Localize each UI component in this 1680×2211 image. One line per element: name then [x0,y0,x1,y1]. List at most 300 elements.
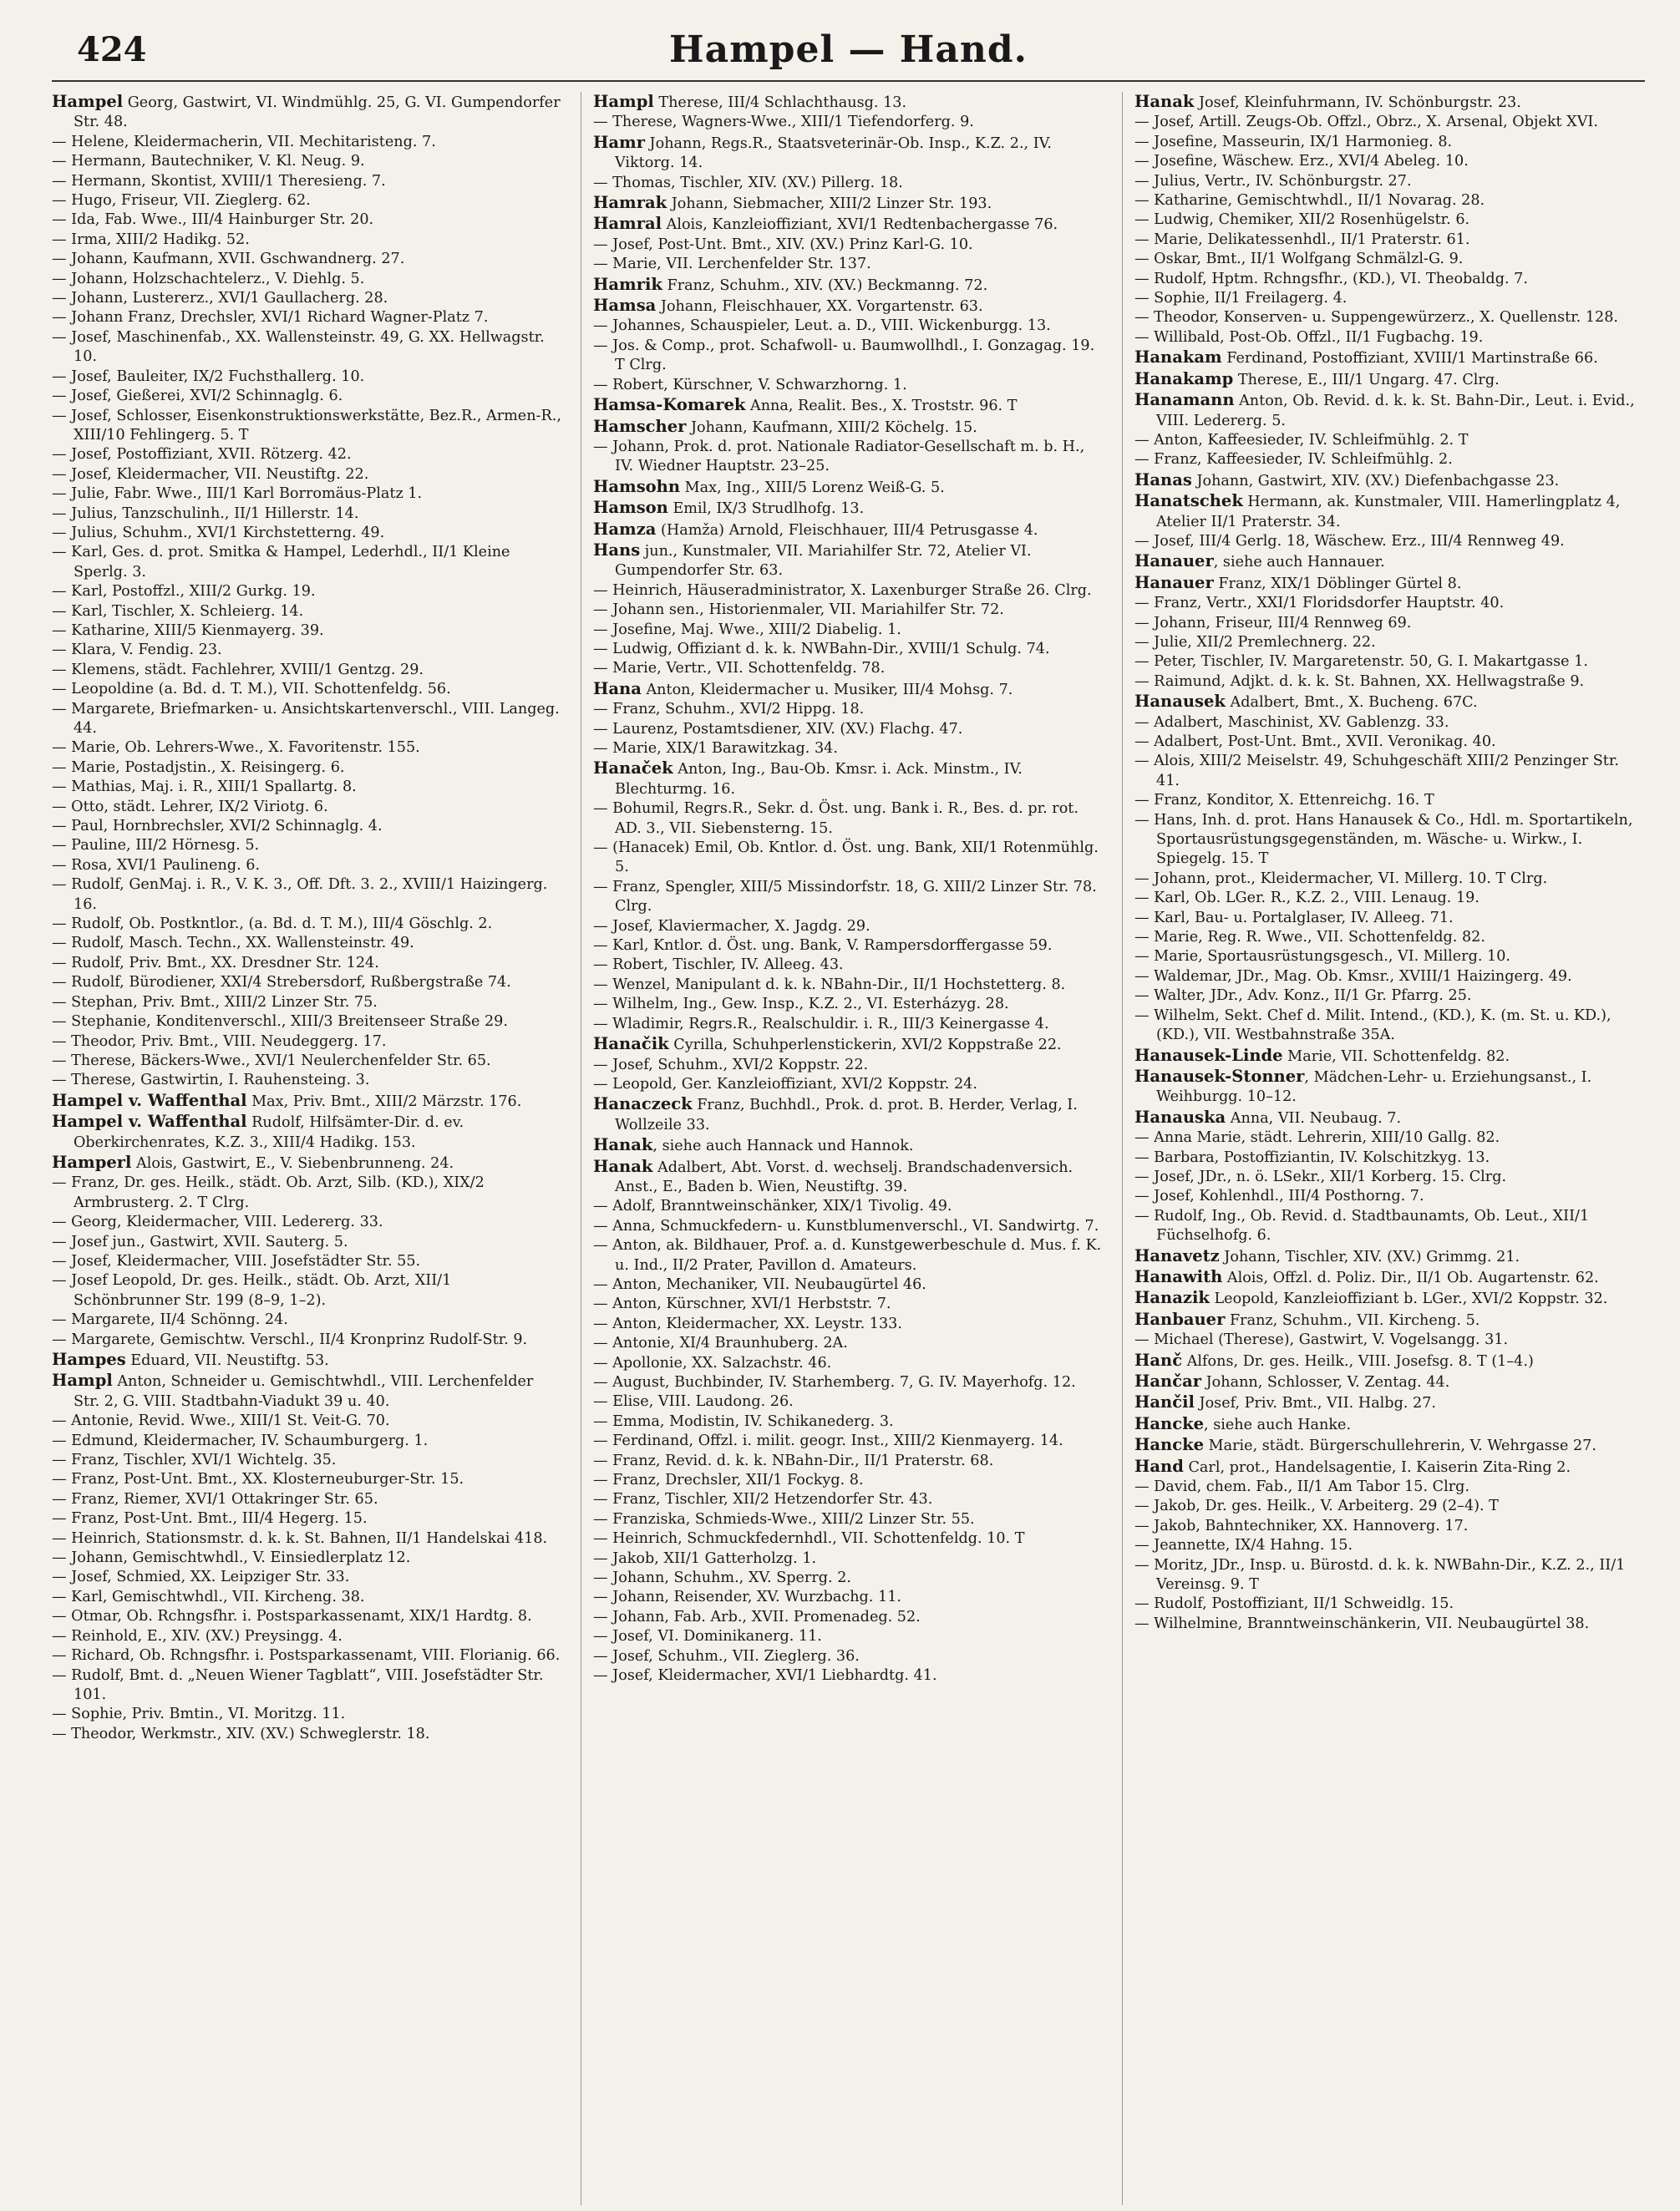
entry-text: — Elise, VIII. Laudong. 26. [593,1393,794,1411]
directory-entry [593,1157,1104,1198]
directory-entry [52,954,562,973]
entry-text: — Josef, Postoffiziant, XVII. Rötzerg. 42. [52,446,352,464]
entry-surname: Hanakam [1134,347,1222,368]
entry-text: — Franz, Schuhm., XVI/2 Hippg. 18. [593,701,865,718]
entry-text: — Karl, Gemischtwhdl., VII. Kircheng. 38. [52,1588,365,1605]
entry-text: Franz, Buchhdl., Prok. d. prot. B. Herder, Verlag, I. Wollzeile 33. [615,1097,1078,1133]
entry-text: Franz, XIX/1 Döblinger Gürtel 8. [1213,575,1462,592]
entry-text: — Robert, Tischler, IV. Alleeg. 43. [593,956,844,974]
entry-text: — Klara, V. Fendig. 23. [52,641,222,659]
entry-text: — Josef, Gießerei, XVI/2 Schinnaglg. 6. [52,388,343,405]
entry-surname: Hanawith [1134,1266,1223,1286]
entry-text: — Karl, Bau- u. Portalglaser, IV. Alleeg. 71. [1134,909,1454,926]
entry-surname: Hamperl [52,1152,132,1172]
directory-entry [1134,1288,1645,1309]
column-3 [1122,92,1645,2205]
entry-text: Johann, Gastwirt, XIV. (XV.) Diefenbachgasse 23. [1191,472,1560,489]
entry-text: — Julie, XII/2 Premlechnerg. 22. [1134,633,1376,651]
directory-entry [52,1549,562,1568]
directory-entry [593,214,1104,235]
directory-entry [1134,733,1645,752]
entry-text: Ferdinand, Postoffiziant, XVIII/1 Martinstraße 66. [1221,350,1598,368]
directory-entry [593,839,1104,878]
entry-surname: Hanausek-Stonner [1134,1066,1305,1086]
entry-surname: Hančar [1134,1372,1202,1391]
entry-surname: Hanč [1134,1350,1183,1370]
entry-surname: Hanausek [1134,692,1226,712]
directory-entry [1134,210,1645,230]
entry-surname: Hanbauer [1134,1309,1226,1329]
entry-text: — Karl, Tischler, X. Schleierg. 14. [52,602,304,620]
entry-text: — Rudolf, Priv. Bmt., XX. Dresdner Str. 124. [52,954,379,971]
entry-text: — Johann, Friseur, III/4 Rennweg 69. [1134,614,1412,631]
directory-entry [1134,308,1645,327]
directory-entry [52,1012,562,1032]
directory-entry [1134,1246,1645,1267]
directory-entry [52,798,562,817]
entry-text: , siehe auch Hannack und Hannok. [652,1138,914,1155]
entry-text: — Adalbert, Post-Unt. Bmt., XVII. Veronikag. 40. [1134,733,1496,750]
directory-entry [52,465,562,484]
directory-entry [1134,967,1645,986]
entry-text: Therese, E., III/1 Ungarg. 47. Clrg. [1233,371,1500,388]
directory-entry [593,1588,1104,1607]
entry-text: — Marie, Vertr., VII. Schottenfeldg. 78. [593,660,886,677]
entry-text: Alfons, Dr. ges. Heilk., VIII. Josefsg. 8. T (1–4.) [1182,1352,1534,1370]
entry-text: — Hans, Inh. d. prot. Hans Hanausek & Co., Hdl. m. Sportartikeln, Sportausrüstungsgegenständen, m. Wäsche- u. Wirkw., I. Spiegelg. 15. T [1134,811,1633,868]
entry-text: — Rudolf, GenMaj. i. R., V. K. 3., Off. Dft. 3. 2., XVIII/1 Haizingerg. 16. [52,876,548,913]
column-2 [581,92,1104,2205]
directory-entry [593,917,1104,936]
entry-surname: Hampl [52,1371,113,1391]
entry-text: Anna, VII. Neubaug. 7. [1226,1109,1402,1127]
directory-entry [593,193,1104,214]
entry-text: — Franz, Post-Unt. Bmt., XX. Klosterneuburger-Str. 15. [52,1471,464,1488]
entry-text: , Mädchen-Lehr- u. Erziehungsanst., I. Weihburgg. 10–12. [1156,1068,1592,1106]
entry-surname: Hanazik [1134,1288,1210,1308]
entry-text: Eduard, VII. Neustiftg. 53. [125,1352,329,1369]
entry-surname: Hanauer [1134,551,1214,571]
directory-entry [593,1354,1104,1373]
directory-entry [593,1666,1104,1686]
directory-entry [593,1373,1104,1392]
entry-text: — Otmar, Ob. Rchngsfhr. i. Postsparkassenamt, XIX/1 Hardtg. 8. [52,1608,532,1625]
entry-text: — Franz, Tischler, XVI/1 Wichtelg. 35. [52,1452,337,1469]
directory-entry [1134,1435,1645,1456]
directory-entry [52,505,562,524]
directory-entry [593,92,1104,113]
entry-surname: Hanaczeck [593,1094,693,1114]
entry-text: — Georg, Kleidermacher, VIII. Ledererg. 33. [52,1214,383,1231]
directory-entry [52,661,562,680]
directory-entry [1134,390,1645,431]
entry-text: — Leopoldine (a. Bd. d. T. M.), VII. Schottenfeldg. 56. [52,681,451,698]
entry-text: Johann, Kaufmann, XIII/2 Köchelg. 15. [686,418,977,436]
entry-text: — Anton, Kaffeesieder, IV. Schleifmühlg. 2. T [1134,431,1469,449]
entry-text: — Franz, Drechsler, XII/1 Fockyg. 8. [593,1472,864,1489]
entry-text: — Josefine, Masseurin, IX/1 Harmonieg. 8. [1134,133,1453,150]
entry-text: — Anna, Schmuckfedern- u. Kunstblumenverschl., VI. Sandwirtg. 7. [593,1217,1099,1235]
entry-text: — Marie, Ob. Lehrers-Wwe., X. Favoritenstr. 155. [52,739,420,757]
entry-text: — Apollonie, XX. Salzachstr. 46. [593,1354,832,1372]
entry-text: — Rudolf, Postoffiziant, II/1 Schweidlg. 15. [1134,1595,1454,1613]
entry-text: — Hugo, Friseur, VII. Zieglerg. 62. [52,192,311,210]
entry-surname: Hanak [1134,92,1195,111]
directory-entry [52,1032,562,1052]
directory-entry [1134,1478,1645,1497]
entry-surname: Hamrik [593,274,662,294]
entry-text: — Wilhelm, Ing., Gew. Insp., K.Z. 2., VI. Esterházyg. 28. [593,996,1009,1013]
entry-text: Marie, städt. Bürgerschullehrerin, V. Wehrgasse 27. [1204,1438,1596,1455]
entry-text: Anna, Realit. Bes., X. Troststr. 96. T [745,398,1018,415]
entry-text: — Pauline, III/2 Hörnesg. 5. [52,837,260,854]
entry-text: — Sophie, II/1 Freilagerg. 4. [1134,290,1348,307]
directory-entry [593,1471,1104,1490]
entry-text: — Ludwig, Chemiker, XII/2 Rosenhügelstr. 6. [1134,211,1470,229]
directory-entry [1134,1310,1645,1331]
entry-text: — Josef, Maschinenfab., XX. Wallensteinstr. 49, G. XX. Hellwagstr. 10. [52,328,545,366]
directory-entry [1134,450,1645,469]
directory-entry [1134,1536,1645,1555]
entry-text: (Hamža) Arnold, Fleischhauer, III/4 Petrusgasse 4. [656,521,1038,539]
directory-entry [593,236,1104,255]
directory-entry [52,270,562,289]
directory-entry [593,601,1104,620]
directory-entry [593,1334,1104,1353]
entry-surname: Hanak [593,1156,653,1176]
entry-text: — Helene, Kleidermacherin, VII. Mechitaristeng. 7. [52,133,436,150]
entry-text: — Rudolf, Masch. Techn., XX. Wallensteinstr. 49. [52,935,414,952]
entry-text: Alois, Offzl. d. Poliz. Dir., II/1 Ob. Augartenstr. 62. [1222,1269,1599,1286]
directory-entry [52,289,562,308]
entry-text: — Josef Leopold, Dr. ges. Heilk., städt. Ob. Arzt, XII/1 Schönbrunner Str. 199 (8–9, 1–2). [52,1272,452,1309]
directory-entry [593,1510,1104,1529]
directory-entry [52,445,562,464]
directory-entry [52,1568,562,1587]
entry-text: — Heinrich, Stationsmstr. d. k. k. St. Bahnen, II/1 Handelskai 418. [52,1529,548,1547]
directory-entry [52,1311,562,1330]
directory-entry [593,296,1104,317]
entry-text: — Wenzel, Manipulant d. k. k. NBahn-Dir., II/1 Hochstetterg. 8. [593,976,1066,993]
directory-entry [593,1549,1104,1569]
directory-entry [593,438,1104,477]
directory-entry [593,337,1104,376]
entry-surname: Hanavetz [1134,1245,1220,1265]
entry-text: — Irma, XIII/2 Hadikg. 52. [52,231,250,248]
directory-entry [593,1432,1104,1451]
entry-text: — Franz, Spengler, XIII/5 Missindorfstr. 18, G. XIII/2 Linzer Str. 78. Clrg. [593,878,1097,915]
directory-entry [1134,652,1645,672]
directory-entry [593,799,1104,839]
directory-entry [593,1094,1104,1135]
directory-entry [1134,133,1645,152]
entry-text: — Rudolf, Ing., Ob. Revid. d. Stadtbaunamts, Ob. Leut., XII/1 Füchselhofg. 6. [1134,1207,1590,1245]
entry-text: — Josef, Artill. Zeugs-Ob. Offzl., Obrz., X. Arsenal, Objekt XVI. [1134,114,1598,131]
entry-text: — Antonie, Revid. Wwe., XIII/1 St. Veit-G. 70. [52,1412,390,1430]
directory-entry [52,328,562,368]
directory-entry [52,1666,562,1706]
directory-entry [1134,113,1645,132]
directory-entry [52,680,562,699]
directory-entry [1134,347,1645,368]
directory-entry [593,1529,1104,1549]
entry-text: — Rudolf, Hptm. Rchngsfhr., (KD.), VI. Theobaldg. 7. [1134,270,1528,287]
entry-text: — Julie, Fabr. Wwe., III/1 Karl Borromäus-Platz 1. [52,485,423,503]
entry-text: Johann, Siebmacher, XIII/2 Linzer Str. 193. [667,195,992,213]
entry-text: — Katharine, XIII/5 Kienmayerg. 39. [52,621,324,639]
directory-entry [52,582,562,601]
entry-text: — Karl, Kntlor. d. Öst. ung. Bank, V. Rampersdorffergasse 59. [593,937,1053,955]
directory-entry [1134,573,1645,594]
directory-entry [52,543,562,582]
running-title: Hampel — Hand. [669,28,1028,71]
directory-entry [52,368,562,387]
directory-entry [1134,1331,1645,1350]
entry-text: — Johann sen., Historienmaler, VII. Mariahilfer Str. 72. [593,601,1004,619]
entry-text: — Thomas, Tischler, XIV. (XV.) Pillerg. 18. [593,174,903,191]
directory-entry [52,1331,562,1350]
directory-entry [52,915,562,934]
directory-entry [1134,369,1645,390]
directory-entry [52,172,562,191]
entry-text: — Josef, Kleidermacher, XVI/1 Liebhardtg. 41. [593,1667,937,1685]
directory-entry [593,1452,1104,1471]
directory-entry [52,856,562,875]
entry-text: — Katharine, Gemischtwhdl., II/1 Novarag. 28. [1134,192,1485,210]
entry-surname: Hanačik [593,1034,669,1054]
entry-text: — Anton, Mechaniker, VII. Neubaugürtel 46. [593,1275,926,1293]
directory-entry [593,878,1104,917]
directory-entry [1134,614,1645,633]
entry-text: — Josefine, Wäschew. Erz., XVI/4 Abeleg. 10. [1134,153,1469,170]
directory-entry [593,1412,1104,1432]
entry-surname: Hamson [593,498,668,518]
directory-entry [52,1607,562,1626]
directory-entry [593,1490,1104,1509]
directory-entry [52,1646,562,1666]
entry-text: — Peter, Tischler, IV. Margaretenstr. 50, G. I. Makartgasse 1. [1134,653,1588,671]
directory-entry [593,498,1104,519]
entry-text: — Josefine, Maj. Wwe., XIII/2 Diabelig. 1. [593,621,901,638]
entry-text: — Theodor, Priv. Bmt., VIII. Neudeggerg. 17. [52,1032,387,1050]
directory-entry [52,1052,562,1071]
directory-entry [593,113,1104,132]
directory-entry [593,1197,1104,1216]
directory-entry [1134,986,1645,1006]
entry-text: — Laurenz, Postamtsdiener, XIV. (XV.) Flachg. 47. [593,720,963,738]
directory-entry [593,1608,1104,1627]
directory-entry [1134,1168,1645,1187]
entry-text: , siehe auch Hannauer. [1213,554,1385,571]
entry-text: — Karl, Ob. LGer. R., K.Z. 2., VIII. Lenaug. 19. [1134,890,1480,907]
entry-text: — Karl, Ges. d. prot. Smitka & Hampel, Lederhdl., II/1 Kleine Sperlg. 3. [52,544,510,581]
directory-entry [593,659,1104,678]
entry-text: — Heinrich, Häuseradministrator, X. Laxenburger Straße 26. Clrg. [593,581,1092,599]
entry-text: — Adalbert, Maschinist, XV. Gablenzg. 33. [1134,713,1449,731]
directory-entry [593,1015,1104,1034]
directory-entry [52,1213,562,1232]
directory-entry [52,133,562,152]
entry-text: — Sophie, Priv. Bmtin., VI. Moritzg. 11. [52,1706,346,1723]
directory-entry [1134,270,1645,289]
entry-surname: Hamsa-Komarek [593,395,746,415]
entry-text: — Johann, Lustererz., XVI/1 Gaullacherg. 28. [52,290,388,307]
entry-text: jun., Kunstmaler, VII. Mariahilfer Str. 72, Atelier VI. Gumpendorfer Str. 63. [615,542,1032,580]
entry-surname: Hanausek-Linde [1134,1045,1283,1065]
entry-text: — Franziska, Schmieds-Wwe., XIII/2 Linzer Str. 55. [593,1510,975,1528]
directory-entry [1134,1414,1645,1435]
entry-text: — Josef, Kleidermacher, VIII. Josefstädter Str. 55. [52,1252,421,1270]
directory-entry [52,1371,562,1412]
entry-text: — Rudolf, Bmt. d. „Neuen Wiener Tagblatt“, VIII. Josefstädter Str. 101. [52,1666,544,1703]
entry-text: Johann, Tischler, XIV. (XV.) Grimmg. 21. [1219,1248,1520,1265]
entry-surname: Hana [593,678,642,698]
directory-entry [1134,594,1645,613]
entry-text: Carl, prot., Handelsagentie, I. Kaiserin Zita-Ring 2. [1183,1458,1571,1476]
directory-entry [593,1569,1104,1588]
entry-text: — Ida, Fab. Wwe., III/4 Hainburger Str. 20. [52,211,374,229]
entry-text: — Margarete, II/4 Schönng. 24. [52,1311,288,1329]
directory-entry [52,1112,562,1153]
entry-text: — Josef, Schmied, XX. Leipziger Str. 33. [52,1569,350,1586]
directory-entry [593,1034,1104,1055]
directory-entry [52,387,562,406]
directory-entry [1134,328,1645,347]
directory-entry [1134,811,1645,870]
entry-text: Marie, VII. Schottenfeldg. 82. [1282,1047,1510,1065]
directory-entry [593,255,1104,274]
entry-text: — Josef, Schlosser, Eisenkonstruktionswerkstätte, Bez.R., Armen-R., XIII/10 Fehlingerg. 5. T [52,407,561,444]
entry-text: — Rudolf, Ob. Postkntlor., (a. Bd. d. T. M.), III/4 Göschlg. 2. [52,915,493,933]
directory-entry [593,1647,1104,1666]
directory-entry [52,407,562,446]
directory-entry [1134,909,1645,928]
entry-surname: Hamscher [593,416,687,436]
directory-entry [1134,491,1645,532]
entry-text: — Johann, Fab. Arb., XVII. Promenadeg. 52. [593,1608,921,1625]
entry-text: — Franz, Dr. ges. Heilk., städt. Ob. Arzt, Silb. (KD.), XIX/2 Armbrusterg. 2. T Clrg. [52,1174,485,1211]
entry-text: — Michael (Therese), Gastwirt, V. Vogelsangg. 31. [1134,1331,1509,1349]
entry-text: Anton, Schneider u. Gemischtwhdl., VIII. Lerchenfelder Str. 2, G. VIII. Stadtbahn-Viadukt 39 u. 40. [74,1373,534,1410]
columns [52,92,1645,2205]
entry-text: — Julius, Schuhm., XVI/1 Kirchstetterng. 49. [52,524,385,541]
directory-entry [1134,231,1645,250]
entry-surname: Hamsohn [593,476,681,496]
entry-text: — Anton, ak. Bildhauer, Prof. a. d. Kunstgewerbeschule d. Mus. f. K. u. Ind., II/2 Prater, Pavillon d. Amateurs. [593,1237,1102,1274]
directory-entry [1134,752,1645,791]
entry-text: — Marie, Sportausrüstungsgesch., VI. Millerg. 10. [1134,948,1511,966]
entry-text: — Johann, Reisender, XV. Wurzbachg. 11. [593,1589,901,1606]
entry-text: Franz, Schuhm., XIV. (XV.) Beckmanng. 72. [662,276,988,294]
entry-text: — Franz, Konditor, X. Ettenreichg. 16. T [1134,792,1434,809]
entry-text: — Julius, Vertr., IV. Schönburgstr. 27. [1134,172,1412,190]
directory-entry [1134,947,1645,966]
directory-entry [52,602,562,621]
page-header [52,28,1645,82]
entry-text: — Josef, Post-Unt. Bmt., XIV. (XV.) Prinz Karl-G. 10. [593,236,973,253]
directory-entry [52,1252,562,1271]
entry-text: — Jakob, XII/1 Gatterholzg. 1. [593,1549,817,1567]
directory-entry [593,621,1104,640]
directory-entry [593,1056,1104,1075]
directory-entry [593,720,1104,739]
directory-entry [52,1588,562,1607]
directory-entry [52,836,562,855]
directory-entry [593,956,1104,975]
directory-entry [1134,551,1645,572]
entry-text: Max, Priv. Bmt., XIII/2 Märzstr. 176. [246,1093,522,1110]
directory-entry [52,875,562,915]
entry-text: — Johann, Kaufmann, XVII. Gschwandnerg. 27. [52,251,405,268]
directory-entry [1134,672,1645,692]
directory-entry [1134,1187,1645,1206]
entry-text: — Hermann, Bautechniker, V. Kl. Neug. 9. [52,153,365,170]
directory-entry [52,738,562,758]
directory-entry [593,133,1104,174]
directory-entry [593,477,1104,498]
directory-entry [593,1627,1104,1646]
entry-text: — Josef, JDr., n. ö. LSekr., XII/1 Korberg. 15. Clrg. [1134,1168,1507,1185]
entry-text: Therese, III/4 Schlachthausg. 13. [653,94,907,111]
entry-text: — Franz, Vertr., XXI/1 Floridsdorfer Hauptstr. 40. [1134,595,1505,612]
entry-text: Josef, Priv. Bmt., VII. Halbg. 27. [1194,1395,1436,1412]
entry-text: — Emma, Modistin, IV. Schikanederg. 3. [593,1412,894,1430]
entry-text: — Marie, Postadjstin., X. Reisingerg. 6. [52,758,345,776]
directory-entry [593,936,1104,956]
entry-text: Cyrilla, Schuhperlenstickerin, XVI/2 Koppstraße 22. [668,1037,1062,1054]
directory-entry [593,1217,1104,1236]
entry-text: Leopold, Kanzleioffiziant b. LGer., XVI/2 Koppstr. 32. [1209,1291,1608,1308]
entry-text: — Klemens, städt. Fachlehrer, XVIII/1 Gentzg. 29. [52,661,424,678]
entry-surname: Hampl [593,92,654,111]
entry-surname: Hanauska [1134,1107,1226,1127]
directory-entry [52,1412,562,1431]
entry-text: — Margarete, Gemischtw. Verschl., II/4 Kronprinz Rudolf-Str. 9. [52,1331,528,1348]
entry-text: — Therese, Wagners-Wwe., XIII/1 Tiefendorferg. 9. [593,114,974,131]
directory-entry [593,1315,1104,1334]
directory-entry [1134,431,1645,450]
directory-entry [1134,1267,1645,1288]
entry-text: — Julius, Tanzschulinh., II/1 Hillerstr. 14. [52,505,359,522]
entry-text: — Stephanie, Konditenverschl., XIII/3 Breitenseer Straße 29. [52,1013,508,1031]
directory-entry [52,1627,562,1646]
directory-entry [1134,1556,1645,1595]
entry-surname: Hamral [593,214,662,234]
entry-text: — Antonie, XI/4 Braunhuberg. 2A. [593,1335,848,1352]
entry-text: — Alois, XIII/2 Meiselstr. 49, Schuhgeschäft XIII/2 Penzinger Str. 41. [1134,753,1619,789]
entry-text: — Josef, Schuhm., XVI/2 Koppstr. 22. [593,1056,869,1073]
directory-entry [1134,889,1645,908]
directory-entry [1134,1595,1645,1614]
entry-text: — Marie, VII. Lerchenfelder Str. 137. [593,256,871,273]
directory-entry [593,739,1104,758]
directory-entry [52,1725,562,1744]
entry-surname: Hans [593,540,641,560]
entry-surname: Hancke [1134,1413,1205,1433]
entry-surname: Hamrak [593,193,667,213]
directory-entry [1134,1372,1645,1392]
directory-entry [1134,870,1645,889]
entry-text: — Johann, prot., Kleidermacher, VI. Millerg. 10. T Clrg. [1134,870,1548,887]
entry-text: — Heinrich, Schmuckfedernhdl., VII. Schottenfeldg. 10. T [593,1530,1025,1548]
directory-entry [1134,1128,1645,1148]
entry-text: — Anton, Kleidermacher, XX. Leystr. 133. [593,1315,902,1332]
entry-text: Alois, Gastwirt, E., V. Siebenbrunneng. 24. [131,1154,454,1172]
entry-text: — Franz, Riemer, XVI/1 Ottakringer Str. 65. [52,1490,378,1508]
directory-entry [52,1451,562,1470]
entry-text: — Reinhold, E., XIV. (XV.) Preysingg. 4. [52,1627,343,1645]
entry-text: — Wilhelm, Sekt. Chef d. Milit. Intend., (KD.), K. (m. St. u. KD.), (KD.), VII. Westbahnstraße 35A. [1134,1007,1611,1044]
